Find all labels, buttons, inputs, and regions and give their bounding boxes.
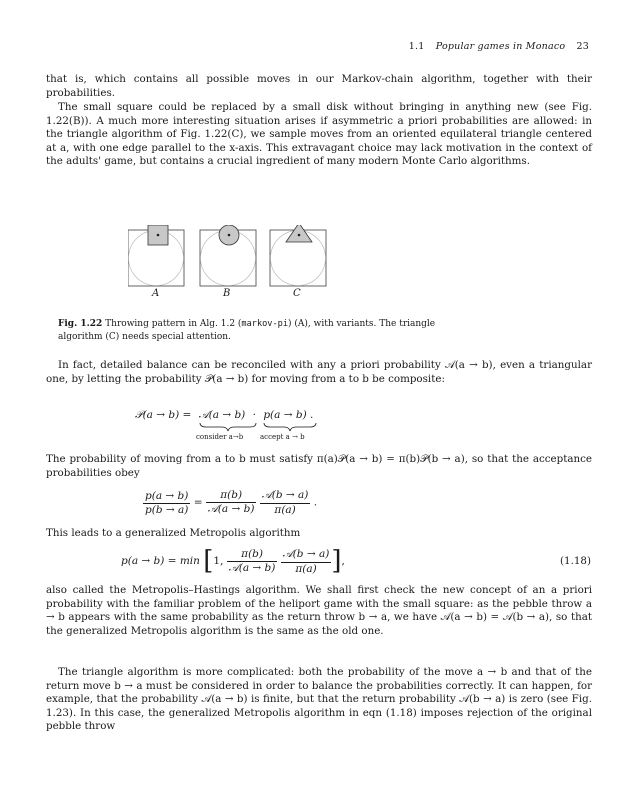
figure-label-b: B [223,288,231,299]
paragraph-2: The small square could be replaced by a small disk without bringing in anything new (see Fig. 1.22(B)). A much more interesting situation arises if asymmetric a priori probabilities are allowed: in the triangle algorithm of Fig. 1.22(C), we sample moves from an oriented equilateral triangle centered at a, with one edge parallel to the x-axis. This extravagant choice may lack motivation in the context of the adults' game, but contains a crucial ingredient of many modern Monte Carlo algorithms. [46,101,592,168]
equation-acceptance-ratio: $\frac{p(a \to b)}{p(b \to a)}$ = $\frac{\pi(b)}{\text{𝒜(a → b)}}$ $\frac{\text{𝒜(b → a)}}{\pi(a)}$ . [145,489,318,516]
caption-text-2: ) (A), with variants. The triangle algorithm (C) needs special attention. [58,319,436,342]
eq2-num1: p(a → b) [145,489,189,502]
running-header [0,41,589,52]
eq1-term2: p(a → b) [263,409,307,421]
eq3-num2: 𝒜(b → a) [281,548,332,563]
eq3-den1: 𝒜(a → b) [228,561,276,574]
figure-label-c: C [293,288,301,299]
eq1-term1: 𝒜(a → b) [198,409,246,421]
eq2-den3: π(a) [274,504,296,516]
caption-label: Fig. 1.22 [58,319,103,329]
paragraph-6: also called the Metropolis–Hastings algorithm. We shall first check the new concept of an a priori probability with the familiar problem of the heliport game with the small square: as the pebble throw a → b appears with the same probability as the return throw b → a, we have 𝒜(a → b) = 𝒜(b → a), so that the generalized Metropolis algorithm is the same as the old one. [46,584,592,637]
running-title: Popular games in Monaco [435,41,566,52]
section-number: 1.1 [408,41,425,52]
page-number: 23 [576,41,589,52]
eq1-lhs: 𝒫(a → b) = [135,409,192,421]
brace-label-accept: accept a → b [260,433,305,441]
paragraph-7: The triangle algorithm is more complicated: both the probability of the move a → b and that of the return move b → a must be considered in order to balance the probabilities correctly. It can happen, for example, that the probability 𝒜(a → b) is finite, but that the return probability 𝒜(b → a) is zero (see Fig. 1.23). In this case, the generalized Metropolis algorithm in eqn (1.18) imposes rejection of the original pebble throw [46,666,592,733]
eq2-num3: 𝒜(b → a) [260,489,311,504]
brace-label-consider: consider a→b [196,433,244,441]
caption-code: markov-pi [241,319,288,329]
equation-number: (1.18) [560,555,591,567]
eq3-lhs: p(a → b) = min [121,555,200,567]
paragraph-4: The probability of moving from a to b must satisfy π(a)𝒫(a → b) = π(b)𝒫(b → a), so that the acceptance probabilities obey [46,453,592,479]
figure-1-22 [128,225,328,287]
pattern-a [128,225,184,286]
eq2-den1: p(b → a) [145,503,189,516]
caption-text-1: Throwing pattern in Alg. 1.2 ( [105,319,242,329]
equation-composite: 𝒫(a → b) = 𝒜(a → b) · p(a → b) . [135,409,314,421]
paragraph-1: that is, which contains all possible moves in our Markov-chain algorithm, together with their probabilities. [46,73,592,99]
paragraph-3: In fact, detailed balance can be reconciled with any a priori probability 𝒜(a → b), even a triangular one, by letting the probability 𝒫(a → b) for moving from a to b be composite: [46,359,592,385]
paragraph-5: This leads to a generalized Metropolis algorithm [46,527,301,539]
pattern-c [270,225,326,286]
pattern-b [200,225,256,286]
underbraces [198,422,328,432]
eq2-num2: π(b) [206,489,257,503]
eq1-dot: · [252,409,256,421]
figure-label-a: A [152,288,160,299]
eq2-den2: 𝒜(a → b) [207,503,255,515]
equation-generalized-metropolis: p(a → b) = min [1, $\frac{\pi(b)}{\text{𝒜(a → b)}}$ $\frac{\text{𝒜(b → a)}}{\pi(a)}$ ], [121,546,345,576]
figure-caption [58,318,458,344]
eq3-num1: π(b) [227,548,278,562]
eq3-den2: π(a) [295,562,317,575]
eq3-one: 1, [213,555,224,567]
